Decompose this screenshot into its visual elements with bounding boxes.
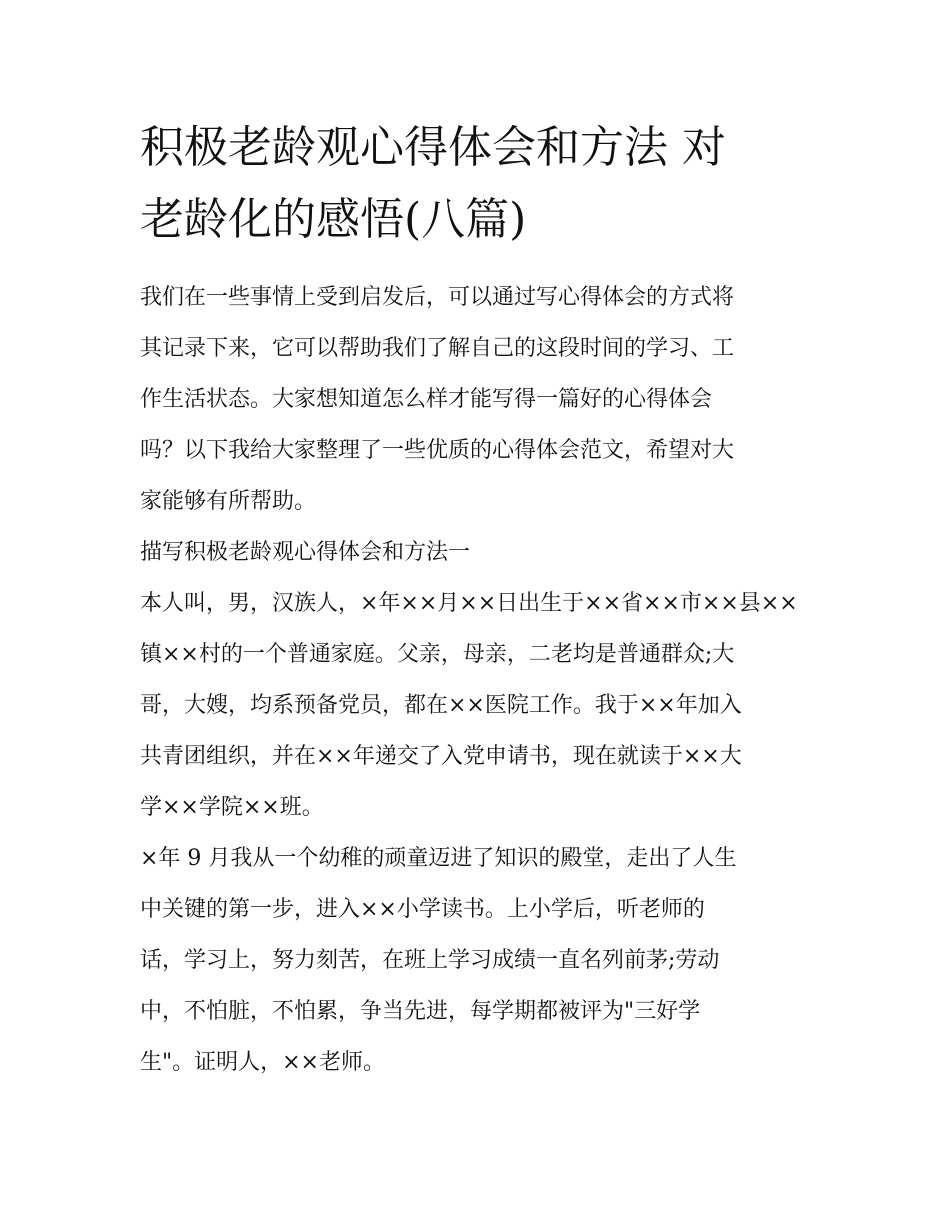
section-heading xyxy=(140,527,820,578)
title-line: 老龄化的感悟(八篇) xyxy=(140,194,527,245)
text-line: 作生活状态。大家想知道怎么样才能写得一篇好的心得体会 xyxy=(140,387,713,412)
document-title xyxy=(140,112,820,256)
text-line: 我们在一些事情上受到启发后，可以通过写心得体会的方式将 xyxy=(140,285,735,310)
text-line: 镇××村的一个普通家庭。父亲，母亲，二老均是普通群众;大 xyxy=(140,642,735,667)
intro-paragraph xyxy=(140,272,820,527)
text-line: 话，学习上，努力刻苦，在班上学习成绩一直名列前茅;劳动 xyxy=(140,948,720,973)
text-line: 中关键的第一步，进入××小学读书。上小学后，听老师的 xyxy=(140,897,705,922)
text-line: 家能够有所帮助。 xyxy=(140,489,317,514)
text-line: 其记录下来，它可以帮助我们了解自己的这段时间的学习、工 xyxy=(140,336,735,361)
text-line: 本人叫，男，汉族人，×年××月××日出生于××省××市××县×× xyxy=(140,591,798,616)
text-line: 中，不怕脏，不怕累，争当先进，每学期都被评为"三好学 xyxy=(140,999,701,1024)
text-line: 学××学院××班。 xyxy=(140,795,324,820)
text-line: 共青团组织，并在××年递交了入党申请书，现在就读于××大 xyxy=(140,744,742,769)
title-line: 积极老龄观心得体会和方法 对 xyxy=(140,122,726,173)
text-line: 描写积极老龄观心得体会和方法一 xyxy=(140,540,471,565)
body-paragraph xyxy=(140,833,820,1088)
text-line: ×年 9 月我从一个幼稚的顽童迈进了知识的殿堂，走出了人生 xyxy=(140,846,737,871)
document-body xyxy=(140,272,820,1088)
text-line: 生"。证明人，××老师。 xyxy=(140,1050,385,1075)
text-line: 吗？以下我给大家整理了一些优质的心得体会范文，希望对大 xyxy=(140,438,735,463)
body-paragraph xyxy=(140,578,820,833)
document-page xyxy=(140,112,820,1088)
text-line: 哥，大嫂，均系预备党员，都在××医院工作。我于××年加入 xyxy=(140,693,742,718)
